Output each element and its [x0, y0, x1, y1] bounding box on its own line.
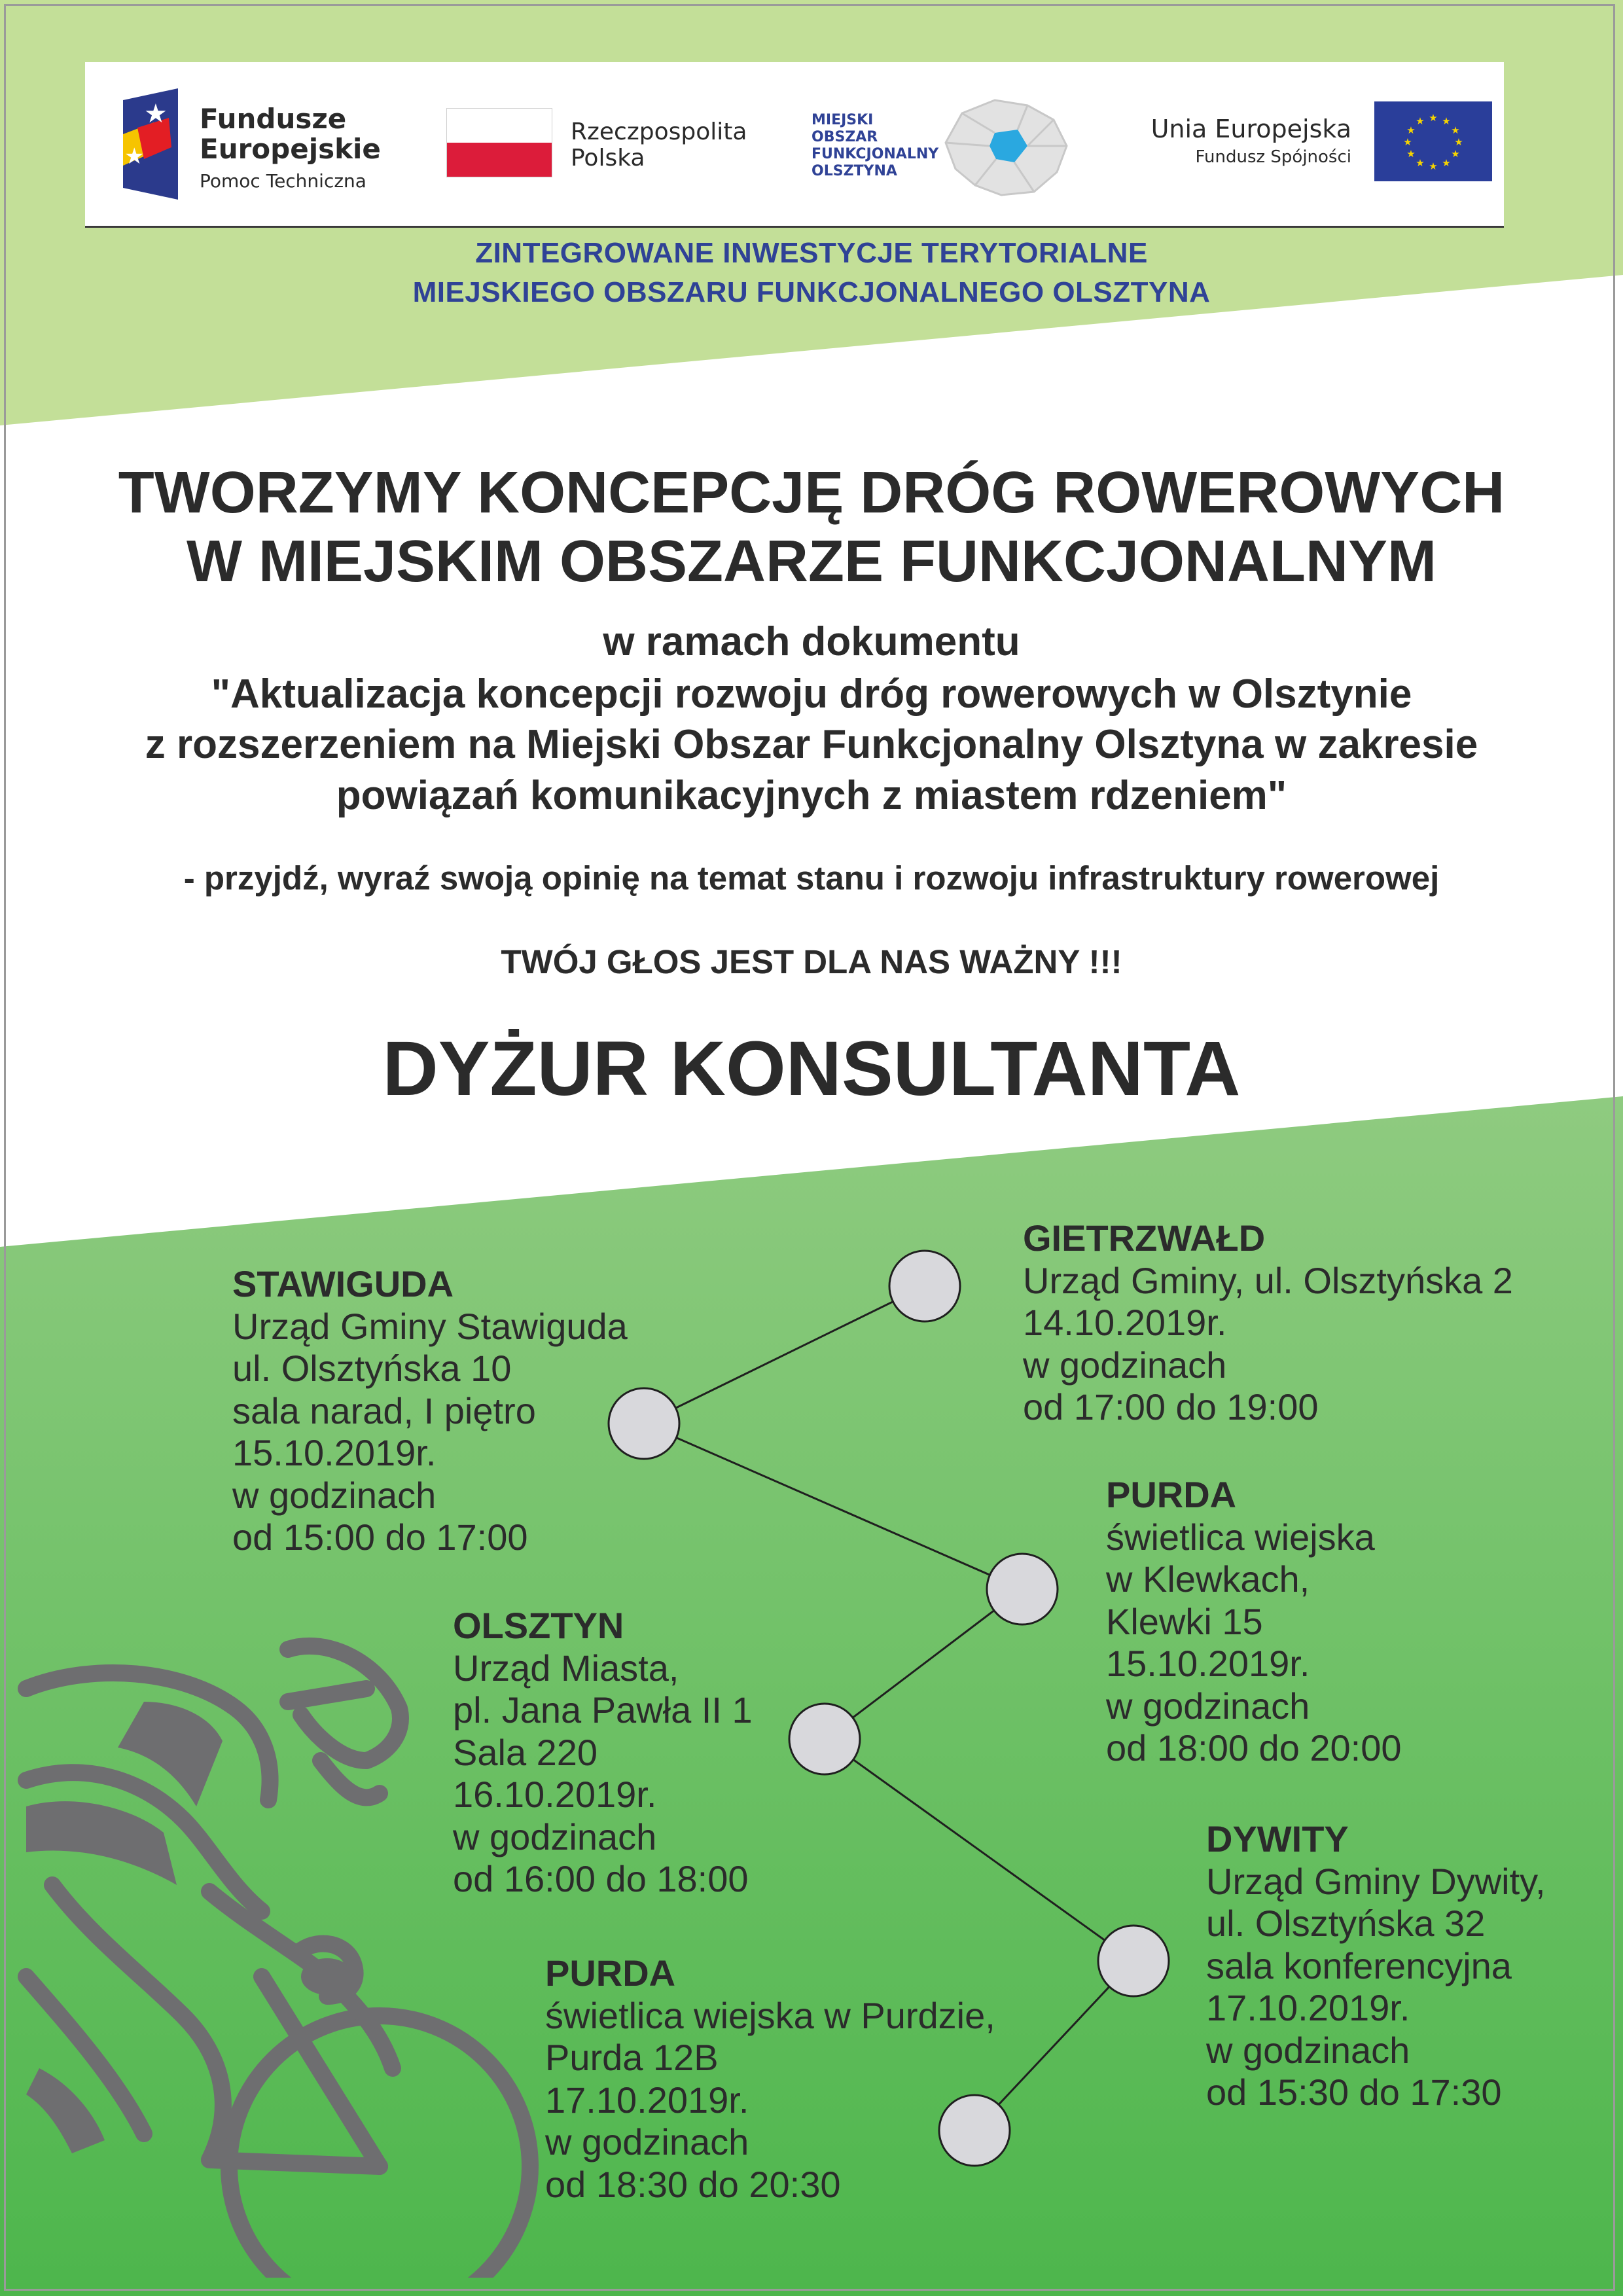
- location-detail: Urząd Gminy Dywity,: [1206, 1860, 1546, 1902]
- document-title-line3: powiązań komunikacyjnych z miastem rdzeniem": [336, 773, 1287, 818]
- location-detail: Sala 220: [453, 1731, 598, 1773]
- location-detail: Purda 12B: [545, 2037, 719, 2078]
- svg-text:★: ★: [1429, 160, 1438, 172]
- svg-text:★: ★: [124, 143, 145, 170]
- location-hours: od 18:00 do 20:00: [1106, 1727, 1402, 1768]
- connector-line: [644, 1424, 1022, 1589]
- location-hours: od 16:00 do 18:00: [453, 1858, 749, 1899]
- mof-line4: OLSZTYNA: [812, 163, 897, 179]
- fundusze-subtitle: Pomoc Techniczna: [200, 170, 366, 192]
- location-date: 15.10.2019r.: [232, 1432, 437, 1473]
- location-detail: w Klewkach,: [1106, 1558, 1310, 1600]
- location-detail: w godzinach: [1206, 2029, 1410, 2071]
- location-name: PURDA: [1106, 1474, 1237, 1515]
- location-detail: ul. Olsztyńska 10: [232, 1348, 512, 1389]
- location-hours: od 17:00 do 19:00: [1023, 1386, 1319, 1427]
- location-detail: pl. Jana Pawła II 1: [453, 1689, 753, 1731]
- location-detail: Klewki 15: [1106, 1600, 1263, 1642]
- svg-text:★: ★: [1406, 124, 1416, 136]
- svg-text:★: ★: [1442, 157, 1451, 169]
- location-detail: sala narad, I piętro: [232, 1390, 536, 1431]
- timeline-node-olsztyn: [789, 1704, 860, 1774]
- location-hours: od 15:00 do 17:00: [232, 1516, 528, 1558]
- location-name: OLSZTYN: [453, 1605, 624, 1646]
- location-gietrzwald: [1023, 1217, 1513, 1429]
- location-hours: od 15:30 do 17:30: [1206, 2072, 1502, 2113]
- connector-line: [825, 1589, 1022, 1739]
- mof-line3: FUNKCJONALNY: [812, 146, 939, 162]
- timeline-node-gietrzwald: [889, 1251, 960, 1321]
- svg-text:★: ★: [1442, 115, 1451, 127]
- svg-text:★: ★: [1406, 148, 1416, 160]
- location-hours: od 18:30 do 20:30: [545, 2163, 841, 2205]
- location-name: STAWIGUDA: [232, 1263, 454, 1304]
- location-detail: świetlica wiejska: [1106, 1516, 1375, 1558]
- svg-text:★: ★: [1429, 112, 1438, 124]
- ue-subtitle: Fundusz Spójności: [1195, 147, 1351, 167]
- location-date: 16.10.2019r.: [453, 1774, 657, 1815]
- connector-line: [825, 1739, 1133, 1961]
- svg-text:★: ★: [144, 99, 168, 129]
- rzeczpospolita-line2: Polska: [571, 145, 645, 171]
- program-title-line2: MIEJSKIEGO OBSZARU FUNKCJONALNEGO OLSZTYNA: [412, 276, 1211, 308]
- connector-line: [644, 1286, 925, 1424]
- mof-line2: OBSZAR: [812, 129, 878, 145]
- location-date: 14.10.2019r.: [1023, 1302, 1227, 1343]
- mof-line1: MIEJSKI: [812, 112, 874, 128]
- svg-text:★: ★: [1416, 157, 1425, 169]
- rzeczpospolita-line1: Rzeczpospolita: [571, 118, 747, 145]
- location-purda-purdzie: [545, 1952, 995, 2206]
- location-dywity: [1206, 1818, 1546, 2114]
- timeline-node-purda-klewki: [987, 1554, 1058, 1624]
- ue-title: Unia Europejska: [1150, 115, 1351, 143]
- location-date: 15.10.2019r.: [1106, 1643, 1310, 1684]
- location-detail: ul. Olsztyńska 32: [1206, 1903, 1486, 1944]
- location-name: PURDA: [545, 1952, 676, 1994]
- svg-text:★: ★: [1451, 124, 1460, 136]
- location-purda-klewki: [1106, 1474, 1402, 1770]
- svg-text:★: ★: [1454, 136, 1463, 148]
- location-detail: świetlica wiejska w Purdzie,: [545, 1994, 995, 2036]
- location-detail: w godzinach: [1106, 1685, 1310, 1727]
- location-detail: Urząd Gminy Stawiguda: [232, 1305, 628, 1347]
- location-name: DYWITY: [1206, 1818, 1349, 1859]
- main-title-line1: TWORZYMY KONCEPCJĘ DRÓG ROWEROWYCH: [118, 460, 1505, 526]
- invite-text: - przyjdź, wyraź swoją opinię na temat stanu i rozwoju infrastruktury rowerowej: [183, 859, 1440, 897]
- location-date: 17.10.2019r.: [1206, 1987, 1410, 2028]
- fundusze-title-1: Fundusze: [200, 103, 347, 135]
- location-detail: w godzinach: [453, 1816, 657, 1857]
- location-stawiguda: [232, 1263, 628, 1559]
- svg-text:★: ★: [1416, 115, 1425, 127]
- location-detail: Urząd Miasta,: [453, 1647, 679, 1689]
- voice-text: TWÓJ GŁOS JEST DLA NAS WAŻNY !!!: [501, 943, 1122, 980]
- location-detail: sala konferencyjna: [1206, 1945, 1512, 1986]
- svg-text:★: ★: [1451, 148, 1460, 160]
- timeline-node-dywity: [1098, 1926, 1169, 1996]
- fundusze-title-2: Europejskie: [200, 133, 381, 165]
- location-name: GIETRZWAŁD: [1023, 1217, 1266, 1259]
- location-detail: Urząd Gminy, ul. Olsztyńska 2: [1023, 1259, 1513, 1301]
- svg-text:★: ★: [1403, 136, 1412, 148]
- program-title-line1: ZINTEGROWANE INWESTYCJE TERYTORIALNE: [475, 237, 1148, 269]
- duty-title: DYŻUR KONSULTANTA: [382, 1026, 1241, 1112]
- document-title-line2: z rozszerzeniem na Miejski Obszar Funkcjonalny Olsztyna w zakresie: [145, 722, 1478, 767]
- location-detail: w godzinach: [1023, 1344, 1227, 1386]
- main-title-line2: W MIEJSKIM OBSZARZE FUNKCJONALNYM: [187, 529, 1436, 594]
- location-olsztyn: [453, 1605, 753, 1901]
- intro-text: w ramach dokumentu: [603, 619, 1020, 664]
- location-detail: w godzinach: [545, 2121, 749, 2162]
- location-detail: w godzinach: [232, 1474, 437, 1516]
- location-date: 17.10.2019r.: [545, 2079, 749, 2121]
- document-title-line1: "Aktualizacja koncepcji rozwoju dróg rowerowych w Olsztynie: [211, 672, 1412, 717]
